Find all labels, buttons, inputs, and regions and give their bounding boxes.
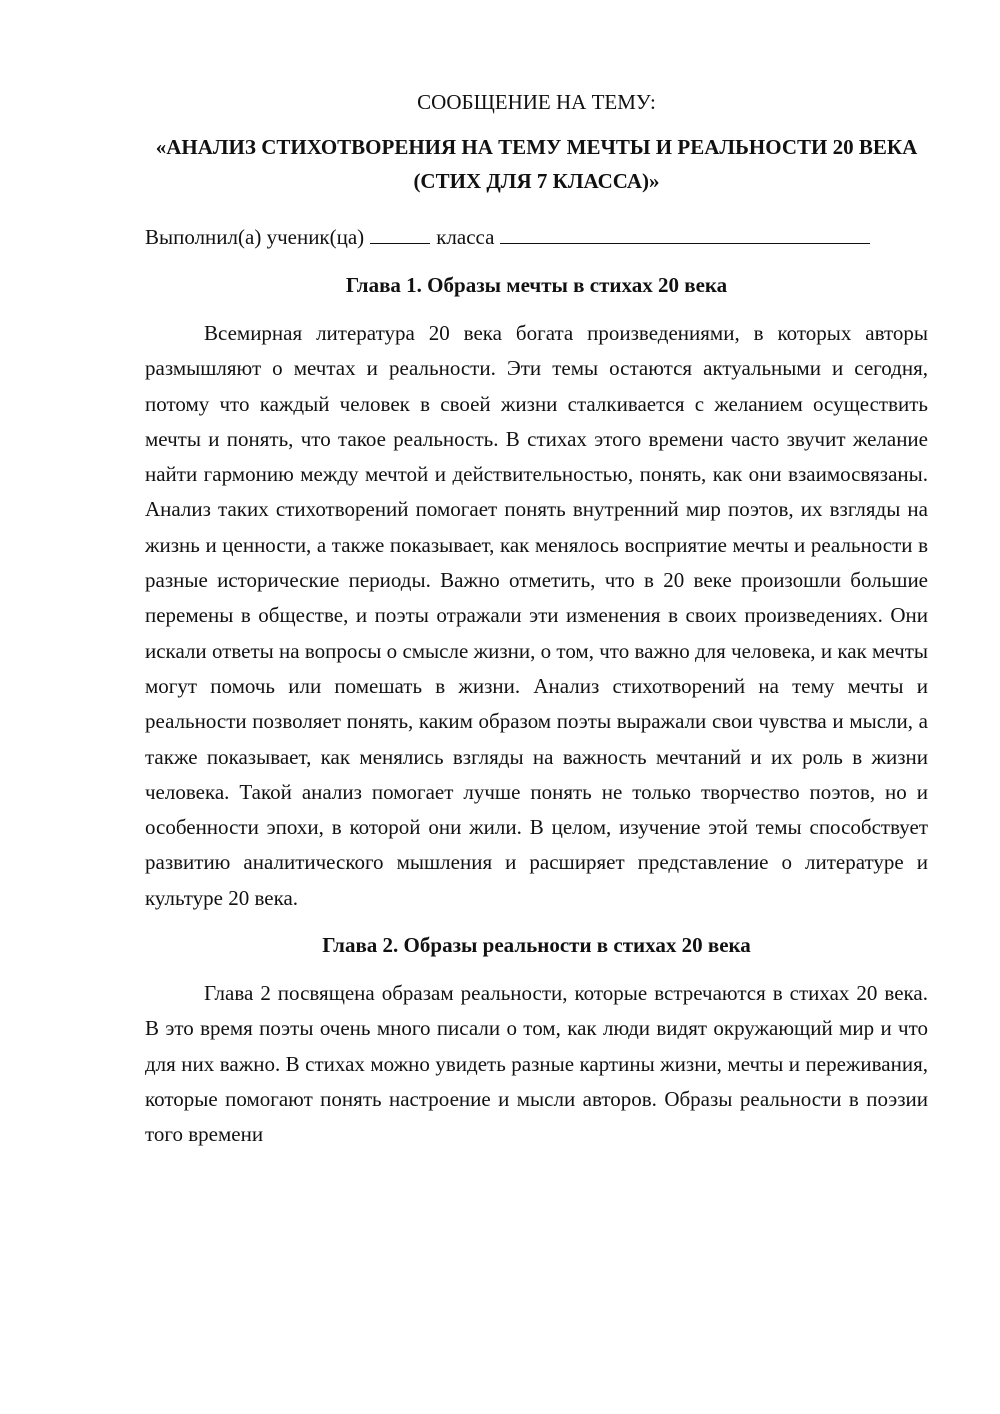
chapter-2-text: Глава 2 посвящена образам реальности, которые встречаются в стихах 20 века. В это время поэты очень много писали о том, как люди видят окружающий мир и что для них важно. В стихах можно увидеть разные картины жизни, мечты и переживания, которые помогают понять настроение и мысли авторов. Образы реальности в поэзии того времени xyxy=(145,981,928,1147)
document-page xyxy=(145,88,928,1165)
author-line xyxy=(145,220,928,254)
document-header: СООБЩЕНИЕ НА ТЕМУ: xyxy=(417,90,656,114)
class-number-blank xyxy=(370,225,430,244)
chapter-2-title: Глава 2. Образы реальности в стихах 20 века xyxy=(322,933,751,958)
document-title: «АНАЛИЗ СТИХОТВОРЕНИЯ НА ТЕМУ МЕЧТЫ И РЕАЛЬНОСТИ 20 ВЕКА (СТИХ ДЛЯ 7 КЛАССА)» xyxy=(155,135,918,193)
author-name-blank xyxy=(500,225,870,244)
author-class-label: класса xyxy=(436,225,495,249)
chapter-1-title: Глава 1. Образы мечты в стихах 20 века xyxy=(345,273,728,297)
author-prefix: Выполнил(а) ученик(ца) xyxy=(145,225,365,249)
chapter-1-text: Всемирная литература 20 века богата произведениями, в которых авторы размышляют о мечтах и реальности. Эти темы остаются актуальными и сегодня, потому что каждый человек в своей жизни сталкивается с желанием осуществить мечты и понять, что такое реальность. В стихах этого времени часто звучит желание найти гармонию между мечтой и действительностью, понять, как они взаимосвязаны. Анализ таких стихотворений помогает понять внутренний мир поэтов, их взгляды на жизнь и ценности, а также показывает, как менялось восприятие мечты и реальности в разные исторические периоды. Важно отметить, что в 20 веке произошли большие перемены в обществе, и поэты отражали эти изменения в своих произведениях. Они искали ответы на вопросы о смысле жизни, о том, что важно для человека, и как мечты могут помочь или помешать в жизни. Анализ стихотворений на тему мечты и реальности позволяет понять, каким образом поэты выражали свои чувства и мысли, а также показывает, как менялись взгляды на важность мечтаний и их роль в жизни человека. Такой анализ помогает лучше понять не только творчество поэтов, но и особенности эпохи, в которой они жили. В целом, изучение этой темы способствует развитию аналитического мышления и расширяет представление о литературе и культуре 20 века. xyxy=(145,321,928,910)
